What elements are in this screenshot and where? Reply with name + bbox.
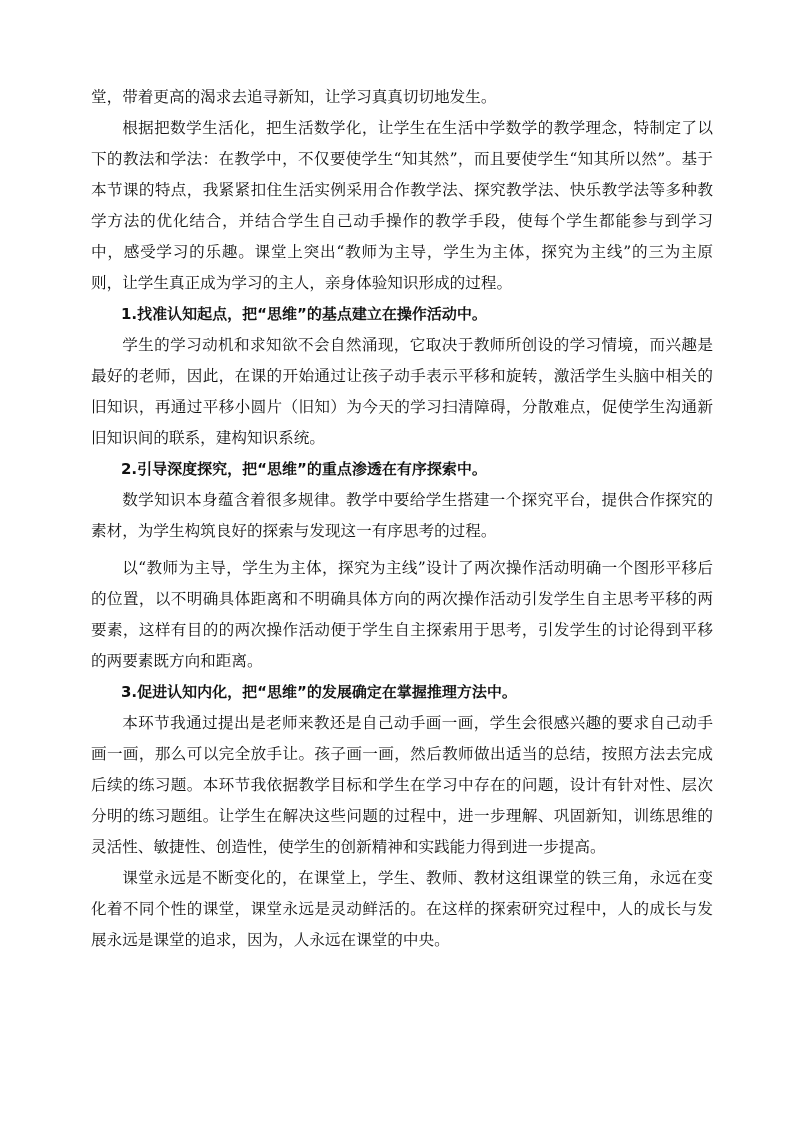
- document-body: [91, 82, 713, 956]
- paragraph-intro-continuation: 堂，带着更高的渴求去追寻新知，让学习真真切切地发生。: [91, 88, 497, 106]
- section-heading-2: 2.引导深度探究，把“思维”的重点渗透在有序探索中。: [121, 460, 487, 478]
- section-heading-3: 3.促进认知内化，把“思维”的发展确定在掌握推理方法中。: [121, 683, 517, 701]
- section-heading-1: 1.找准认知起点，把“思维”的基点建立在操作活动中。: [121, 305, 487, 323]
- paragraph-conclusion: 课堂永远是不断变化的，在课堂上，学生、教师、教材这组课堂的铁三角，永远在变化着不同个性的课堂，课堂永远是灵动鲜活的。在这样的探索研究过程中，人的成长与发展永远是课堂的追求，因为，人永远在课堂的中央。: [91, 869, 713, 949]
- paragraph-teaching-methods: 根据把数学生活化，把生活数学化，让学生在生活中学数学的教学理念，特制定了以下的教法和学法：在教学中，不仅要使学生“知其然”，而且要使学生“知其所以然”。基于本节课的特点，我紧紧扣住生活实例采用合作教学法、探究教学法、快乐教学法等多种教学方法的优化结合，并结合学生自己动手操作的教学手段，使每个学生都能参与到学习中，感受学习的乐趣。课堂上突出“教师为主导，学生为主体，探究为主线”的三为主原则，让学生真正成为学习的主人，亲身体验知识形成的过程。: [91, 119, 713, 292]
- paragraph-section-3: 本环节我通过提出是老师来教还是自己动手画一画，学生会很感兴趣的要求自己动手画一画，那么可以完全放手让。孩子画一画，然后教师做出适当的总结，按照方法去完成后续的练习题。本环节我依据教学目标和学生在学习中存在的问题，设计有针对性、层次分明的练习题组。让学生在解决这些问题的过程中，进一步理解、巩固新知，训练思维的灵活性、敏捷性、创造性，使学生的创新精神和实践能力得到进一步提高。: [91, 714, 713, 856]
- paragraph-section-1: 学生的学习动机和求知欲不会自然涌现，它取决于教师所创设的学习情境，而兴趣是最好的老师，因此，在课的开始通过让孩子动手表示平移和旋转，激活学生头脑中相关的旧知识，再通过平移小圆片（旧知）为今天的学习扫清障碍，分散难点，促使学生沟通新旧知识间的联系，建构知识系统。: [91, 336, 713, 447]
- paragraph-section-2b: 以“教师为主导，学生为主体，探究为主线”设计了两次操作活动明确一个图形平移后的位置，以不明确具体距离和不明确具体方向的两次操作活动引发学生自主思考平移的两要素，这样有目的的两次操作活动便于学生自主探索用于思考，引发学生的讨论得到平移的两要素既方向和距离。: [91, 559, 713, 670]
- paragraph-section-2a: 数学知识本身蕴含着很多规律。教学中要给学生搭建一个探究平台，提供合作探究的素材，为学生构筑良好的探索与发现这一有序思考的过程。: [91, 491, 713, 540]
